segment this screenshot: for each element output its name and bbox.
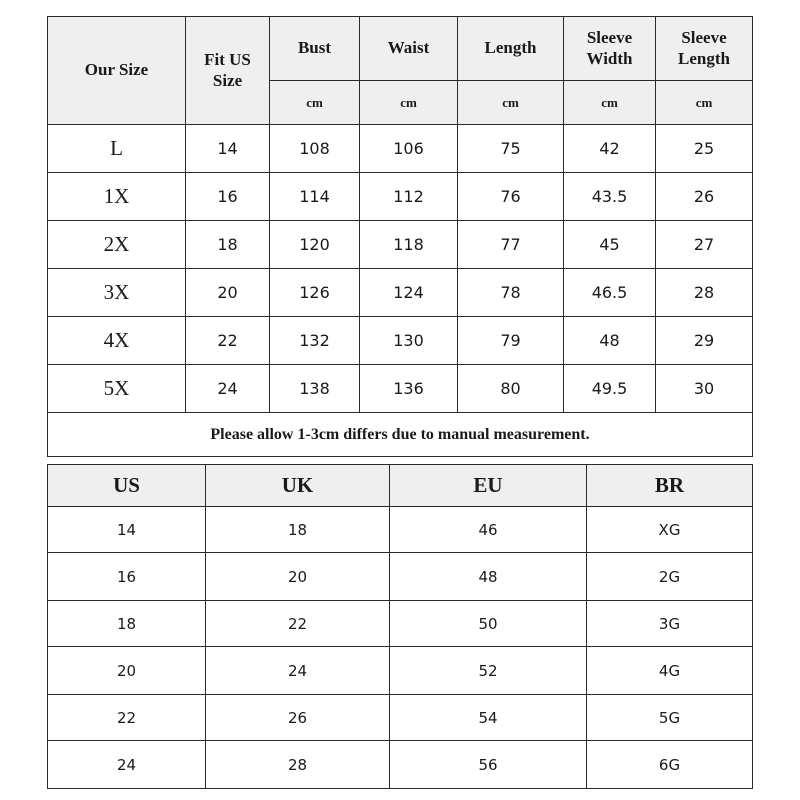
bust-cell: 114 xyxy=(270,173,360,221)
length-cell: 80 xyxy=(458,365,564,413)
size-cell: 1X xyxy=(48,173,186,221)
us-cell: 20 xyxy=(48,647,206,695)
table-row xyxy=(48,507,753,553)
eu-cell: 56 xyxy=(390,741,587,789)
table-row xyxy=(48,647,753,695)
length-cell: 79 xyxy=(458,317,564,365)
header-fit-us-size-label: Fit US Size xyxy=(204,50,251,90)
sleeve-length-cell: 30 xyxy=(656,365,753,413)
eu-cell: 50 xyxy=(390,601,587,647)
header-fit-us-size xyxy=(186,17,270,125)
size-cell: L xyxy=(48,125,186,173)
size-cell: 3X xyxy=(48,269,186,317)
bust-cell: 132 xyxy=(270,317,360,365)
header-br: BR xyxy=(587,465,753,507)
bust-cell: 126 xyxy=(270,269,360,317)
sleeve-length-cell: 29 xyxy=(656,317,753,365)
br-cell: 6G xyxy=(587,741,753,789)
header-sleeve-length xyxy=(656,17,753,81)
waist-cell: 106 xyxy=(360,125,458,173)
header-eu: EU xyxy=(390,465,587,507)
length-cell: 78 xyxy=(458,269,564,317)
unit-length: cm xyxy=(458,81,564,125)
unit-sleeve-length: cm xyxy=(656,81,753,125)
header-sleeve-width xyxy=(564,17,656,81)
measurement-note: Please allow 1-3cm differs due to manual measurement. xyxy=(48,413,753,457)
fit-us-cell: 18 xyxy=(186,221,270,269)
table-row xyxy=(48,125,753,173)
sleeve-length-cell: 26 xyxy=(656,173,753,221)
size-chart-table xyxy=(47,16,753,457)
table-row xyxy=(48,601,753,647)
header-our-size: Our Size xyxy=(48,17,186,125)
uk-cell: 28 xyxy=(206,741,390,789)
br-cell: 4G xyxy=(587,647,753,695)
fit-us-cell: 16 xyxy=(186,173,270,221)
table-row xyxy=(48,741,753,789)
bust-cell: 108 xyxy=(270,125,360,173)
table-row xyxy=(48,173,753,221)
bust-cell: 138 xyxy=(270,365,360,413)
us-cell: 14 xyxy=(48,507,206,553)
sleeve-width-cell: 49.5 xyxy=(564,365,656,413)
fit-us-cell: 14 xyxy=(186,125,270,173)
length-cell: 76 xyxy=(458,173,564,221)
length-cell: 77 xyxy=(458,221,564,269)
br-cell: 3G xyxy=(587,601,753,647)
header-uk: UK xyxy=(206,465,390,507)
sleeve-length-cell: 27 xyxy=(656,221,753,269)
uk-cell: 22 xyxy=(206,601,390,647)
sleeve-width-cell: 42 xyxy=(564,125,656,173)
table-row xyxy=(48,553,753,601)
header-bust: Bust xyxy=(270,17,360,81)
sleeve-length-cell: 25 xyxy=(656,125,753,173)
table-row xyxy=(48,365,753,413)
br-cell: 5G xyxy=(587,695,753,741)
us-cell: 24 xyxy=(48,741,206,789)
eu-cell: 54 xyxy=(390,695,587,741)
fit-us-cell: 22 xyxy=(186,317,270,365)
eu-cell: 46 xyxy=(390,507,587,553)
size-cell: 5X xyxy=(48,365,186,413)
size-cell: 2X xyxy=(48,221,186,269)
length-cell: 75 xyxy=(458,125,564,173)
sleeve-width-cell: 43.5 xyxy=(564,173,656,221)
uk-cell: 26 xyxy=(206,695,390,741)
table-row xyxy=(48,695,753,741)
eu-cell: 48 xyxy=(390,553,587,601)
eu-cell: 52 xyxy=(390,647,587,695)
waist-cell: 124 xyxy=(360,269,458,317)
uk-cell: 18 xyxy=(206,507,390,553)
size-conversion-table xyxy=(47,464,753,789)
sleeve-length-cell: 28 xyxy=(656,269,753,317)
unit-bust: cm xyxy=(270,81,360,125)
header-sleeve-length-label: Sleeve Length xyxy=(678,28,730,68)
sleeve-width-cell: 46.5 xyxy=(564,269,656,317)
uk-cell: 24 xyxy=(206,647,390,695)
table-row xyxy=(48,317,753,365)
header-length: Length xyxy=(458,17,564,81)
table-row xyxy=(48,269,753,317)
waist-cell: 118 xyxy=(360,221,458,269)
bust-cell: 120 xyxy=(270,221,360,269)
us-cell: 18 xyxy=(48,601,206,647)
table-row xyxy=(48,221,753,269)
us-cell: 22 xyxy=(48,695,206,741)
header-waist: Waist xyxy=(360,17,458,81)
unit-waist: cm xyxy=(360,81,458,125)
sleeve-width-cell: 45 xyxy=(564,221,656,269)
fit-us-cell: 24 xyxy=(186,365,270,413)
fit-us-cell: 20 xyxy=(186,269,270,317)
sleeve-width-cell: 48 xyxy=(564,317,656,365)
waist-cell: 112 xyxy=(360,173,458,221)
br-cell: XG xyxy=(587,507,753,553)
header-us: US xyxy=(48,465,206,507)
size-cell: 4X xyxy=(48,317,186,365)
us-cell: 16 xyxy=(48,553,206,601)
uk-cell: 20 xyxy=(206,553,390,601)
br-cell: 2G xyxy=(587,553,753,601)
waist-cell: 130 xyxy=(360,317,458,365)
unit-sleeve-width: cm xyxy=(564,81,656,125)
waist-cell: 136 xyxy=(360,365,458,413)
header-sleeve-width-label: Sleeve Width xyxy=(586,28,633,68)
